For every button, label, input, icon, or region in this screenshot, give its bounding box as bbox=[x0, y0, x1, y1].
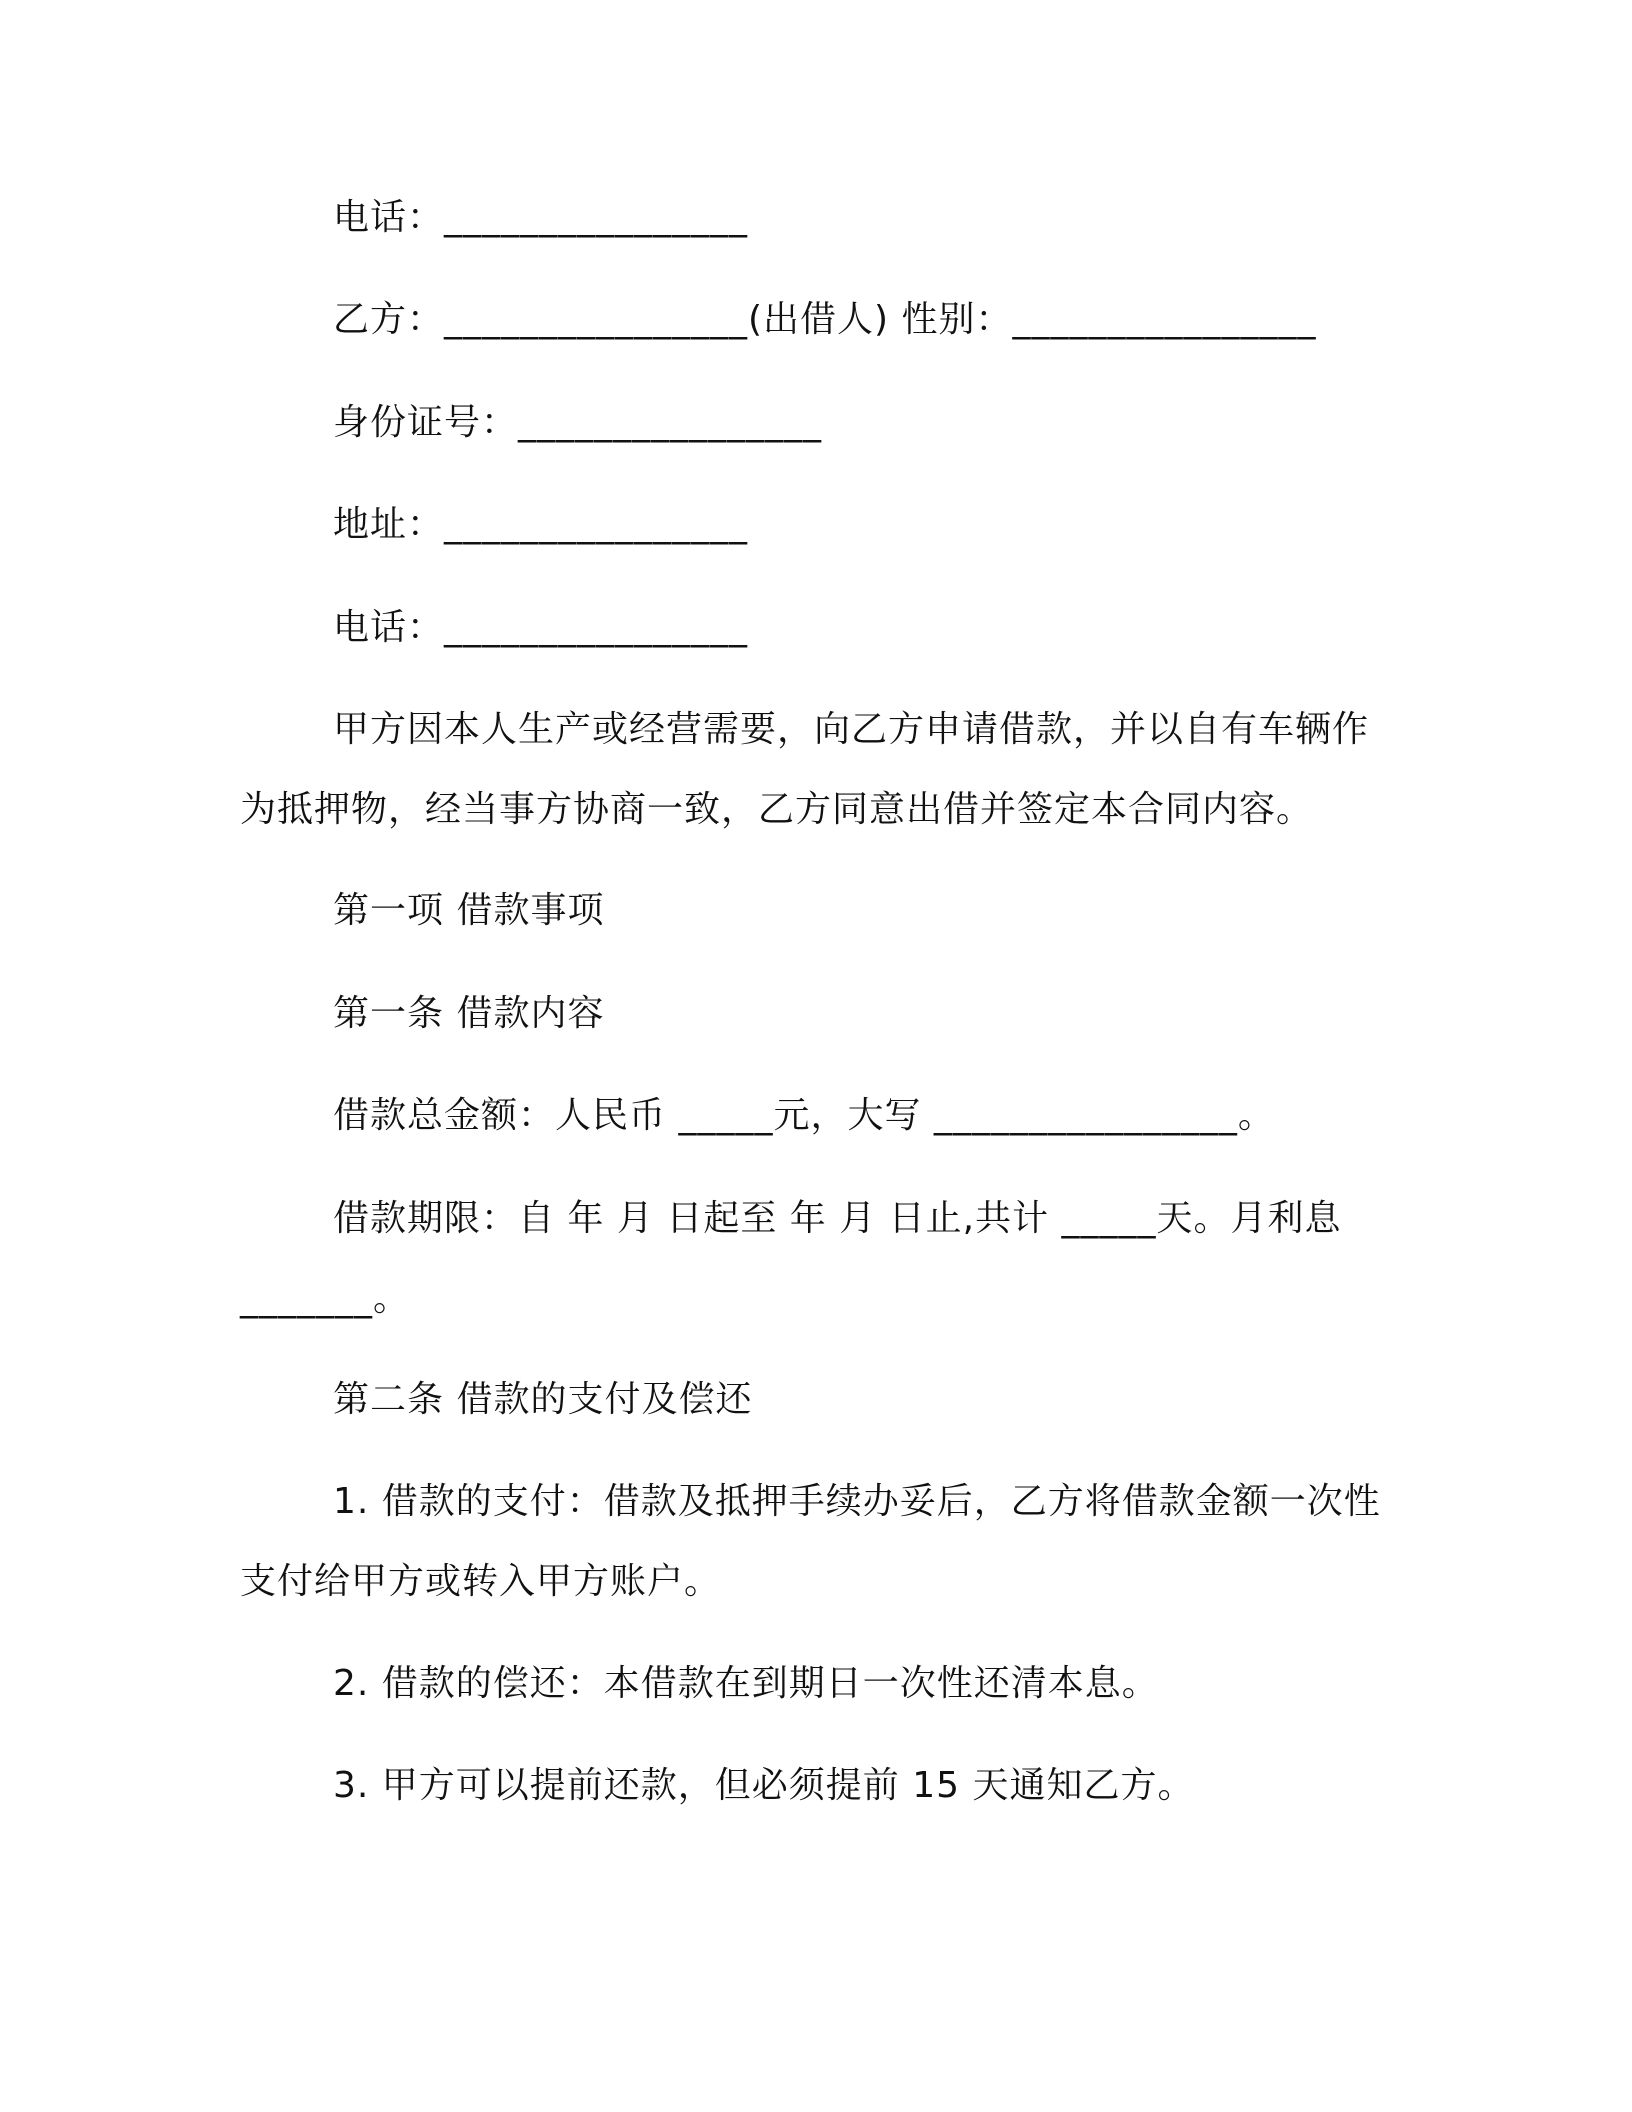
loan-term-line-2: _______。 bbox=[240, 1278, 411, 1319]
section-heading-loan-matters: 第一项 借款事项 bbox=[333, 890, 605, 931]
party-b-id-number-field: 身份证号：________________ bbox=[333, 402, 823, 443]
clause-1-line-2: 支付给甲方或转入甲方账户。 bbox=[240, 1561, 722, 1602]
party-a-phone-field: 电话：________________ bbox=[333, 197, 749, 238]
loan-total-amount-line: 借款总金额：人民币 _____元，大写 ________________。 bbox=[333, 1095, 1275, 1136]
party-b-phone-field: 电话：________________ bbox=[333, 607, 749, 648]
clause-2-line: 2. 借款的偿还：本借款在到期日一次性还清本息。 bbox=[333, 1663, 1159, 1704]
party-b-address-field: 地址：________________ bbox=[333, 504, 749, 545]
party-b-lender-gender-field: 乙方：________________(出借人) 性别：________________ bbox=[333, 299, 1317, 340]
article-heading-payment-repayment: 第二条 借款的支付及偿还 bbox=[333, 1379, 753, 1420]
preamble-paragraph-line-1: 甲方因本人生产或经营需要，向乙方申请借款，并以自有车辆作 bbox=[333, 709, 1370, 750]
preamble-paragraph-line-2: 为抵押物，经当事方协商一致，乙方同意出借并签定本合同内容。 bbox=[240, 789, 1314, 830]
clause-3-line: 3. 甲方可以提前还款，但必须提前 15 天通知乙方。 bbox=[333, 1765, 1195, 1806]
clause-1-line-1: 1. 借款的支付：借款及抵押手续办妥后，乙方将借款金额一次性 bbox=[333, 1481, 1381, 1522]
loan-term-line-1: 借款期限：自 年 月 日起至 年 月 日止,共计 _____天。月利息 bbox=[333, 1198, 1342, 1239]
article-heading-loan-content: 第一条 借款内容 bbox=[333, 993, 605, 1034]
